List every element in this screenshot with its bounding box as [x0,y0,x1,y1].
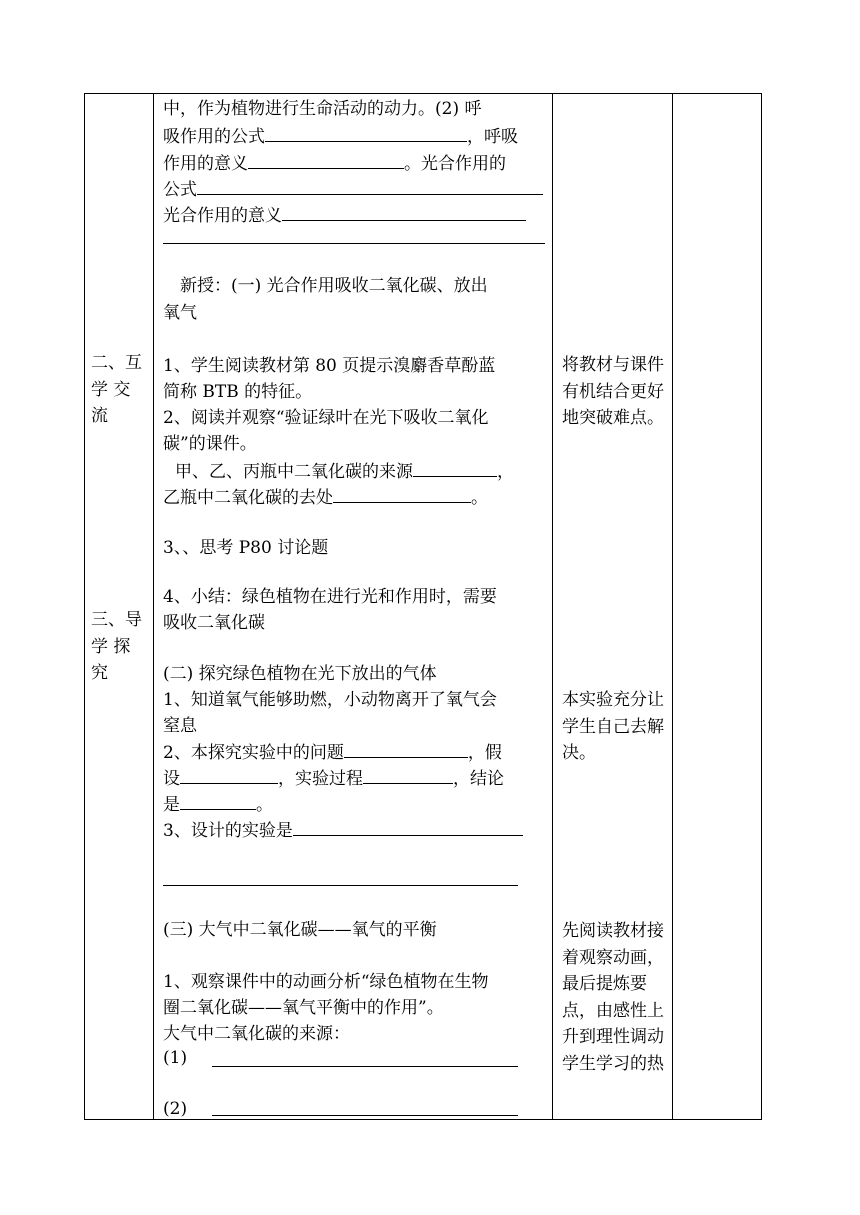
part3-step1-line-1: 1、观察课件中的动画分析“绿色植物在生物 [163,972,489,992]
blank-hypothesis[interactable] [180,765,278,784]
review-line-1: 中，作为植物进行生命活动的动力。(2) 呼 [163,99,482,119]
part3-step1-line-3: 大气中二氧化碳的来源： [163,1024,350,1044]
part3-step1-line-2: 圈二氧化碳——氧气平衡中的作用”。 [163,998,444,1018]
part3-item-2: (2) [163,1099,188,1119]
blank-question[interactable] [344,739,468,758]
blank-co2-source-1[interactable] [212,1066,518,1067]
step4-line-2: 吸收二氧化碳 [163,613,265,633]
part2-step1-line-2: 窒息 [163,716,197,736]
blank-respiration-formula[interactable] [265,123,467,142]
step1-line-2: 简称 BTB 的特征。 [163,382,313,402]
review-line-5: 光合作用的意义 [163,202,526,230]
review-line-4: 公式 [163,176,543,204]
section-label-2: 二、互 学 交 流 [91,353,142,426]
teaching-note-1: 将教材与课件有机结合更好地突破难点。 [562,355,664,428]
step2-line-3: 甲、乙、丙瓶中二氧化碳的来源 ， [175,458,514,486]
column-divider-3 [672,93,673,1120]
blank-co2-source[interactable] [413,458,497,477]
part3-title: (三) 大气中二氧化碳——氧气的平衡 [163,920,437,940]
blank-procedure[interactable] [363,765,453,784]
part3-item-1: (1) [163,1048,188,1068]
review-line-3: 作用的意义 。光合作用的 [163,150,506,178]
step2-line-2: 碳”的课件。 [163,434,257,454]
part2-step2-line-3: 是 。 [163,791,273,819]
blank-co2-source-2[interactable] [212,1115,518,1116]
part2-step1-line-1: 1、知道氧气能够助燃，小动物离开了氧气会 [163,690,497,710]
column-divider-1 [153,93,154,1120]
teaching-note-3: 先阅读教材接着观察动画，最后提炼要点，由感性上升到理性调动学生学习的热 [562,921,664,1074]
column-divider-2 [552,93,553,1120]
step3: 3、、思考 P80 讨论题 [163,538,329,558]
part2-title: (二) 探究绿色植物在光下放出的气体 [163,664,437,684]
part2-step3: 3、设计的实验是 [163,817,523,845]
blank-co2-destination[interactable] [333,484,471,503]
part2-step2-line-2: 设 ，实验过程 ，结论 [163,765,504,793]
blank-line-experiment-extra[interactable] [163,885,518,886]
section-label-3: 三、导 学 探 究 [91,610,142,683]
step2-line-4: 乙瓶中二氧化碳的去处 。 [163,484,488,512]
blank-respiration-meaning[interactable] [248,150,404,169]
new-lesson-heading-2: 氧气 [163,303,197,323]
blank-line-extra[interactable] [163,243,545,244]
review-line-2: 吸作用的公式 ，呼吸 [163,123,518,151]
blank-conclusion[interactable] [180,791,256,810]
step2-line-1: 2、阅读并观察“验证绿叶在光下吸收二氧化 [163,408,489,428]
teaching-note-2: 本实验充分让学生自己去解决。 [562,690,664,763]
blank-designed-experiment[interactable] [293,817,523,836]
part2-step2-line-1: 2、本探究实验中的问题 ，假 [163,739,502,767]
step4-line-1: 4、小结：绿色植物在进行光和作用时，需要 [163,587,497,607]
new-lesson-heading-1: 新授：(一) 光合作用吸收二氧化碳、放出 [180,276,488,296]
step1-line-1: 1、学生阅读教材第 80 页提示溴麝香草酚蓝 [163,356,496,376]
blank-photosynthesis-formula[interactable] [197,176,543,195]
blank-photosynthesis-meaning[interactable] [282,202,526,221]
